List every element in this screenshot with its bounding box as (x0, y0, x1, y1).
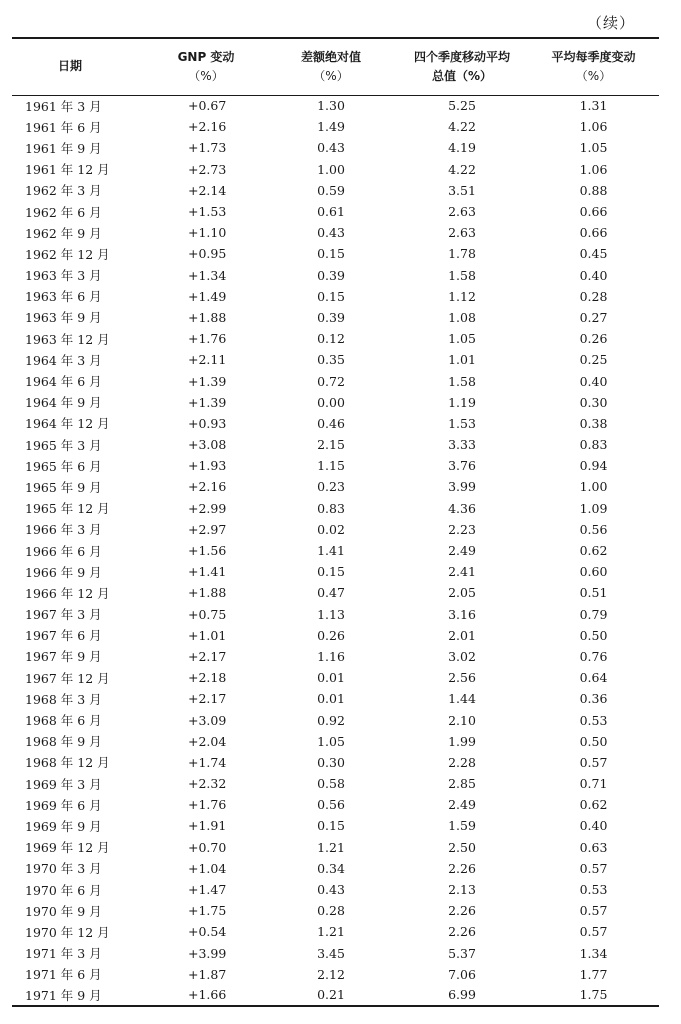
abs-diff-cell: 1.16 (317, 648, 345, 664)
abs-diff-cell: 3.45 (317, 945, 345, 961)
date-cell: 1963 年 12 月 (25, 331, 110, 347)
header-avg-quarter-change-unit: （%） (575, 68, 612, 83)
table-row (12, 413, 659, 434)
date-cell: 1963 年 3 月 (25, 268, 102, 284)
moving-avg-cell: 2.26 (448, 924, 476, 940)
avg-quarter-change-cell: 0.53 (579, 712, 608, 728)
avg-quarter-change-cell: 0.50 (579, 733, 608, 749)
abs-diff-cell: 0.00 (317, 394, 345, 410)
table-row (12, 858, 659, 879)
moving-avg-cell: 1.19 (448, 394, 476, 410)
header-date-label: 日期 (58, 59, 83, 74)
moving-avg-cell: 2.26 (448, 860, 476, 876)
table-row (12, 752, 659, 773)
moving-avg-cell: 2.01 (448, 627, 476, 643)
avg-quarter-change-cell: 0.40 (579, 373, 608, 389)
avg-quarter-change-cell: 0.66 (579, 225, 608, 241)
table-row (12, 201, 659, 222)
avg-quarter-change-cell: 0.36 (579, 691, 608, 707)
moving-avg-cell: 2.13 (448, 882, 476, 898)
gnp-change-cell: +1.39 (188, 373, 227, 389)
gnp-change-cell: +3.09 (188, 712, 227, 728)
table-row (12, 879, 659, 900)
gnp-change-cell: +1.93 (188, 458, 227, 474)
date-cell: 1965 年 9 月 (25, 479, 102, 495)
date-cell: 1964 年 12 月 (25, 416, 110, 432)
moving-avg-cell: 1.53 (448, 415, 476, 431)
moving-avg-cell: 2.56 (448, 670, 476, 686)
gnp-change-cell: +1.01 (188, 627, 227, 643)
avg-quarter-change-cell: 0.83 (579, 437, 608, 453)
avg-quarter-change-cell: 0.94 (579, 458, 608, 474)
header-moving-avg-line2: 总值（%） (431, 68, 493, 83)
avg-quarter-change-cell: 1.09 (579, 500, 608, 516)
abs-diff-cell: 0.46 (317, 415, 345, 431)
abs-diff-cell: 0.23 (317, 479, 345, 495)
table-header (12, 38, 659, 95)
table-row (12, 116, 659, 137)
avg-quarter-change-cell: 0.27 (579, 309, 608, 325)
gnp-change-cell: +0.93 (188, 415, 227, 431)
moving-avg-cell: 5.25 (448, 98, 476, 114)
abs-diff-cell: 0.15 (317, 564, 345, 580)
gnp-change-cell: +3.99 (188, 945, 227, 961)
moving-avg-cell: 2.23 (448, 521, 476, 537)
gnp-change-cell: +0.95 (188, 246, 227, 262)
table-row (12, 731, 659, 752)
gnp-change-cell: +1.49 (188, 288, 227, 304)
avg-quarter-change-cell: 1.77 (579, 966, 608, 982)
moving-avg-cell: 6.99 (396, 985, 528, 1006)
date-cell: 1965 年 12 月 (25, 501, 110, 517)
table-row (12, 604, 659, 625)
date-cell: 1971 年 6 月 (25, 967, 102, 983)
gnp-change-cell: +1.53 (188, 204, 227, 220)
gnp-change-cell: +2.73 (188, 161, 227, 177)
header-abs-diff-unit: （%） (313, 68, 349, 83)
moving-avg-cell: 2.49 (448, 797, 476, 813)
date-cell: 1969 年 6 月 (25, 797, 102, 813)
abs-diff-cell: 0.02 (317, 521, 345, 537)
date-cell: 1967 年 6 月 (25, 628, 102, 644)
date-cell: 1968 年 3 月 (25, 691, 102, 707)
moving-avg-cell: 1.78 (448, 246, 476, 262)
abs-diff-cell: 0.72 (317, 373, 345, 389)
header-gnp-change (146, 38, 266, 95)
gnp-change-cell: +2.17 (188, 691, 227, 707)
abs-diff-cell: 0.15 (317, 288, 345, 304)
moving-avg-cell: 1.99 (448, 733, 476, 749)
table-row (12, 964, 659, 985)
moving-avg-cell: 2.63 (448, 225, 476, 241)
table-row (12, 582, 659, 603)
date-cell: 1971 年 9 月 (12, 985, 146, 1006)
date-cell: 1966 年 3 月 (25, 522, 102, 538)
moving-avg-cell: 2.41 (448, 564, 476, 580)
table-row (12, 498, 659, 519)
moving-avg-cell: 1.01 (448, 352, 476, 368)
moving-avg-cell: 3.51 (448, 182, 476, 198)
moving-avg-cell: 1.44 (448, 691, 476, 707)
moving-avg-cell: 1.59 (448, 818, 476, 834)
table-row (12, 159, 659, 180)
continued-label: （续） (586, 14, 635, 32)
header-abs-diff-label: 差额绝对值 (300, 49, 361, 64)
date-cell: 1966 年 12 月 (25, 585, 110, 601)
moving-avg-cell: 2.63 (448, 204, 476, 220)
gnp-change-cell: +1.91 (188, 818, 227, 834)
gnp-change-cell: +2.97 (188, 521, 227, 537)
abs-diff-cell: 0.15 (317, 246, 345, 262)
moving-avg-cell: 3.76 (448, 458, 476, 474)
moving-avg-cell: 5.37 (448, 945, 476, 961)
date-cell: 1961 年 12 月 (25, 162, 110, 178)
date-cell: 1967 年 12 月 (25, 670, 110, 686)
gnp-change-cell: +2.14 (188, 182, 227, 198)
abs-diff-cell: 1.41 (317, 543, 345, 559)
table-row (12, 349, 659, 370)
abs-diff-cell: 1.30 (317, 98, 345, 114)
table-row (12, 265, 659, 286)
table-row (12, 455, 659, 476)
table-row (12, 180, 659, 201)
date-cell: 1966 年 9 月 (25, 564, 102, 580)
moving-avg-cell: 2.28 (448, 754, 476, 770)
date-cell: 1968 年 6 月 (25, 713, 102, 729)
abs-diff-cell: 0.56 (317, 797, 345, 813)
table-row (12, 794, 659, 815)
gnp-change-cell: +2.16 (188, 119, 227, 135)
avg-quarter-change-cell: 0.57 (579, 903, 608, 919)
abs-diff-cell: 0.12 (317, 331, 345, 347)
abs-diff-cell: 0.30 (317, 754, 345, 770)
table-row (12, 625, 659, 646)
avg-quarter-change-cell: 0.62 (579, 797, 608, 813)
moving-avg-cell: 1.08 (448, 309, 476, 325)
avg-quarter-change-cell: 0.40 (579, 267, 608, 283)
header-row (12, 38, 659, 95)
date-cell: 1968 年 12 月 (25, 755, 110, 771)
gnp-change-cell: +1.74 (188, 754, 227, 770)
moving-avg-cell: 4.36 (448, 500, 476, 516)
avg-quarter-change-cell: 0.71 (579, 776, 608, 792)
table-row (12, 837, 659, 858)
moving-avg-cell: 3.02 (448, 648, 476, 664)
avg-quarter-change-cell: 0.57 (579, 924, 608, 940)
date-cell: 1967 年 3 月 (25, 607, 102, 623)
date-cell: 1971 年 3 月 (25, 946, 102, 962)
abs-diff-cell: 1.21 (317, 924, 345, 940)
date-cell: 1961 年 9 月 (25, 140, 102, 156)
gnp-change-cell: +3.08 (188, 437, 227, 453)
date-cell: 1961 年 3 月 (25, 98, 102, 114)
abs-diff-cell: 1.49 (317, 119, 345, 135)
abs-diff-cell: 1.05 (317, 733, 345, 749)
abs-diff-cell: 0.39 (317, 267, 345, 283)
table-row (12, 95, 659, 116)
date-cell: 1969 年 9 月 (25, 818, 102, 834)
avg-quarter-change-cell: 0.76 (579, 648, 608, 664)
abs-diff-cell: 0.26 (317, 627, 345, 643)
gnp-change-cell: +1.66 (146, 985, 266, 1006)
abs-diff-cell: 2.15 (317, 437, 345, 453)
table-row (12, 943, 659, 964)
abs-diff-cell: 0.43 (317, 882, 345, 898)
table-row (12, 328, 659, 349)
moving-avg-cell: 7.06 (448, 966, 476, 982)
gnp-change-cell: +0.70 (188, 839, 227, 855)
abs-diff-cell: 0.35 (317, 352, 345, 368)
moving-avg-cell: 3.16 (448, 606, 476, 622)
moving-avg-cell: 3.33 (448, 437, 476, 453)
gnp-change-cell: +1.73 (188, 140, 227, 156)
date-cell: 1969 年 12 月 (25, 840, 110, 856)
moving-avg-cell: 1.12 (448, 288, 476, 304)
avg-quarter-change-cell: 0.66 (579, 204, 608, 220)
gnp-change-cell: +1.88 (188, 585, 227, 601)
table-row (12, 773, 659, 794)
abs-diff-cell: 1.00 (317, 161, 345, 177)
table-row (12, 688, 659, 709)
moving-avg-cell: 4.22 (448, 119, 476, 135)
moving-avg-cell: 2.10 (448, 712, 476, 728)
gnp-change-cell: +1.39 (188, 394, 227, 410)
table-row (12, 646, 659, 667)
avg-quarter-change-cell: 0.26 (579, 331, 608, 347)
abs-diff-cell: 0.61 (317, 204, 345, 220)
gnp-change-cell: +2.99 (188, 500, 227, 516)
date-cell: 1962 年 12 月 (25, 246, 110, 262)
gnp-change-cell: +1.41 (188, 564, 227, 580)
avg-quarter-change-cell: 1.75 (528, 985, 659, 1006)
table-body (12, 95, 659, 1006)
moving-avg-cell: 2.26 (448, 903, 476, 919)
abs-diff-cell: 0.34 (317, 860, 345, 876)
header-moving-avg (396, 38, 528, 95)
avg-quarter-change-cell: 0.30 (579, 394, 608, 410)
moving-avg-cell: 2.50 (448, 839, 476, 855)
gnp-change-cell: +1.10 (188, 225, 227, 241)
abs-diff-cell: 1.15 (317, 458, 345, 474)
gnp-change-cell: +1.75 (188, 903, 227, 919)
gnp-change-cell: +1.88 (188, 309, 227, 325)
gnp-change-cell: +1.76 (188, 797, 227, 813)
date-cell: 1962 年 6 月 (25, 204, 102, 220)
table-row (12, 921, 659, 942)
abs-diff-cell: 0.43 (317, 225, 345, 241)
abs-diff-cell: 0.21 (266, 985, 396, 1006)
date-cell: 1969 年 3 月 (25, 776, 102, 792)
avg-quarter-change-cell: 0.64 (579, 670, 608, 686)
avg-quarter-change-cell: 0.40 (579, 818, 608, 834)
header-moving-avg-line1: 四个季度移动平均 (413, 49, 510, 64)
avg-quarter-change-cell: 0.88 (579, 182, 608, 198)
avg-quarter-change-cell: 1.00 (579, 479, 608, 495)
moving-avg-cell: 2.49 (448, 543, 476, 559)
abs-diff-cell: 0.01 (317, 691, 345, 707)
gnp-change-cell: +1.56 (188, 543, 227, 559)
abs-diff-cell: 0.59 (317, 182, 345, 198)
abs-diff-cell: 2.12 (317, 966, 345, 982)
abs-diff-cell: 1.13 (317, 606, 345, 622)
date-cell: 1965 年 6 月 (25, 458, 102, 474)
gnp-change-cell: +2.17 (188, 648, 227, 664)
gnp-change-cell: +0.67 (188, 98, 227, 114)
abs-diff-cell: 0.92 (317, 712, 345, 728)
gnp-change-cell: +1.34 (188, 267, 227, 283)
abs-diff-cell: 0.39 (317, 309, 345, 325)
avg-quarter-change-cell: 0.45 (579, 246, 608, 262)
date-cell: 1963 年 6 月 (25, 289, 102, 305)
gnp-change-cell: +2.32 (188, 776, 227, 792)
abs-diff-cell: 0.28 (317, 903, 345, 919)
table-row (12, 307, 659, 328)
avg-quarter-change-cell: 1.05 (579, 140, 608, 156)
gnp-change-cell: +2.11 (188, 352, 227, 368)
moving-avg-cell: 1.05 (448, 331, 476, 347)
date-cell: 1970 年 9 月 (25, 903, 102, 919)
gnp-change-table (12, 37, 659, 1007)
date-cell: 1966 年 6 月 (25, 543, 102, 559)
avg-quarter-change-cell: 0.56 (579, 521, 608, 537)
header-gnp-change-label: GNP 变动 (177, 49, 235, 64)
table-row (12, 985, 659, 1006)
avg-quarter-change-cell: 0.79 (579, 606, 608, 622)
table-row (12, 222, 659, 243)
abs-diff-cell: 0.83 (317, 500, 345, 516)
avg-quarter-change-cell: 0.28 (579, 288, 608, 304)
abs-diff-cell: 0.58 (317, 776, 345, 792)
moving-avg-cell: 4.19 (448, 140, 476, 156)
table-row (12, 392, 659, 413)
table-row (12, 561, 659, 582)
avg-quarter-change-cell: 0.63 (579, 839, 608, 855)
date-cell: 1964 年 3 月 (25, 352, 102, 368)
table-row (12, 370, 659, 391)
moving-avg-cell: 1.58 (448, 267, 476, 283)
abs-diff-cell: 0.01 (317, 670, 345, 686)
avg-quarter-change-cell: 0.53 (579, 882, 608, 898)
table-row (12, 434, 659, 455)
table-row (12, 900, 659, 921)
date-cell: 1964 年 9 月 (25, 395, 102, 411)
table-row (12, 243, 659, 264)
header-abs-diff (266, 38, 396, 95)
header-avg-quarter-change (528, 38, 659, 95)
table-row (12, 667, 659, 688)
moving-avg-cell: 3.99 (448, 479, 476, 495)
table-row (12, 286, 659, 307)
date-cell: 1970 年 6 月 (25, 882, 102, 898)
date-cell: 1962 年 3 月 (25, 183, 102, 199)
date-cell: 1970 年 3 月 (25, 861, 102, 877)
table-row (12, 137, 659, 158)
date-cell: 1967 年 9 月 (25, 649, 102, 665)
gnp-change-cell: +1.76 (188, 331, 227, 347)
date-cell: 1961 年 6 月 (25, 119, 102, 135)
date-cell: 1963 年 9 月 (25, 310, 102, 326)
header-gnp-change-unit: （%） (188, 68, 224, 83)
abs-diff-cell: 0.15 (317, 818, 345, 834)
avg-quarter-change-cell: 1.06 (579, 119, 608, 135)
header-avg-quarter-change-label: 平均每季度变动 (551, 49, 636, 64)
gnp-change-cell: +2.04 (188, 733, 227, 749)
moving-avg-cell: 2.05 (448, 585, 476, 601)
avg-quarter-change-cell: 0.25 (579, 352, 608, 368)
avg-quarter-change-cell: 0.57 (579, 754, 608, 770)
table-row (12, 815, 659, 836)
avg-quarter-change-cell: 1.31 (579, 98, 608, 114)
gnp-change-cell: +0.75 (188, 606, 227, 622)
table-row (12, 540, 659, 561)
date-cell: 1968 年 9 月 (25, 734, 102, 750)
date-cell: 1970 年 12 月 (25, 924, 110, 940)
table-row (12, 709, 659, 730)
date-cell: 1965 年 3 月 (25, 437, 102, 453)
avg-quarter-change-cell: 0.60 (579, 564, 608, 580)
avg-quarter-change-cell: 1.06 (579, 161, 608, 177)
gnp-change-cell: +1.87 (188, 966, 227, 982)
gnp-change-cell: +0.54 (188, 924, 227, 940)
table-row (12, 476, 659, 497)
gnp-change-cell: +1.04 (188, 860, 227, 876)
gnp-change-cell: +2.18 (188, 670, 227, 686)
abs-diff-cell: 0.47 (317, 585, 345, 601)
avg-quarter-change-cell: 1.34 (579, 945, 608, 961)
table-row (12, 519, 659, 540)
moving-avg-cell: 4.22 (448, 161, 476, 177)
abs-diff-cell: 0.43 (317, 140, 345, 156)
header-date (12, 38, 146, 95)
avg-quarter-change-cell: 0.50 (579, 627, 608, 643)
abs-diff-cell: 1.21 (317, 839, 345, 855)
avg-quarter-change-cell: 0.62 (579, 543, 608, 559)
avg-quarter-change-cell: 0.57 (579, 860, 608, 876)
gnp-change-cell: +1.47 (188, 882, 227, 898)
avg-quarter-change-cell: 0.38 (579, 415, 608, 431)
moving-avg-cell: 2.85 (448, 776, 476, 792)
gnp-change-cell: +2.16 (188, 479, 227, 495)
avg-quarter-change-cell: 0.51 (579, 585, 608, 601)
date-cell: 1964 年 6 月 (25, 374, 102, 390)
date-cell: 1962 年 9 月 (25, 225, 102, 241)
moving-avg-cell: 1.58 (448, 373, 476, 389)
